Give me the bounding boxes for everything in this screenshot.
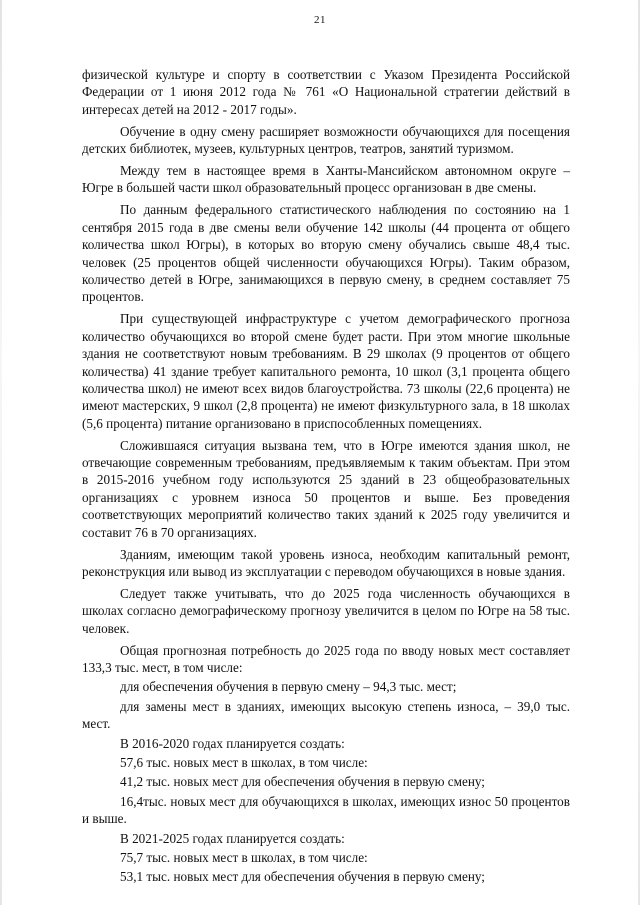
list-item: для обеспечения обучения в первую смену – 94,3 тыс. мест; bbox=[120, 679, 457, 695]
paragraph: В 2016-2020 годах планируется создать: bbox=[120, 735, 345, 751]
list-item: 41,2 тыс. новых мест для обеспечения обучения в первую смену; bbox=[120, 774, 485, 790]
document-body bbox=[82, 66, 570, 888]
scan-edge-left bbox=[0, 0, 2, 905]
list-item: для замены мест в зданиях, имеющих высокую степень износа, – 39,0 тыс. мест. bbox=[82, 698, 570, 732]
paragraph: Следует также учитывать, что до 2025 года численность обучающихся в школах согласно демографическому прогнозу увеличится в целом по Югре на 58 тыс. человек. bbox=[82, 585, 570, 636]
paragraph: При существующей инфраструктуре с учетом демографического прогноза количество обучающихся во второй смене будет расти. При этом многие школьные здания не соответствуют новым требованиям. В 29 школах (9 процентов от общего количества) 41 здание требует капитального ремонта, 10 школ (3,1 процента общего количества школ) не имеют всех видов благоустройства. 73 школы (22,6 процента) не имеют мастерских, 9 школ (2,8 процента) не имеют физкультурного зала, в 18 школах (5,6 процента) питание организовано в приспособленных помещениях. bbox=[82, 311, 570, 431]
paragraph: Сложившаяся ситуация вызвана тем, что в Югре имеются здания школ, не отвечающие современным требованиям, предъявляемым к таким объектам. При этом в 2015-2016 учебном году используются 25 зданий в 23 общеобразовательных организациях с уровнем износа 50 процентов и выше. Без проведения соответствующих мероприятий количество таких зданий к 2025 году увеличится и составит 76 в 70 организациях. bbox=[82, 437, 570, 540]
paragraph: По данным федерального статистического наблюдения по состоянию на 1 сентября 2015 года в две смены вели обучение 142 школы (44 процента от общего количества школ Югры), в которых во вторую смену обучались свыше 48,4 тыс. человек (25 процентов общей численности обучающихся Югры). Таким образом, количество детей в Югре, занимающихся в первую смену, в среднем составляет 75 процентов. bbox=[82, 202, 570, 305]
paragraph: Обучение в одну смену расширяет возможности обучающихся для посещения детских библиотек, музеев, культурных центров, театров, занятий туризмом. bbox=[82, 123, 570, 157]
list-item: 75,7 тыс. новых мест в школах, в том числе: bbox=[120, 850, 368, 866]
list-item: 53,1 тыс. новых мест для обеспечения обучения в первую смену; bbox=[120, 869, 485, 885]
paragraph-continuation: физической культуре и спорту в соответствии с Указом Президента Российской Федерации от 1 июня 2012 года № 761 «О Национальной стратегии действий в интересах детей на 2012 - 2017 годы». bbox=[82, 67, 570, 117]
list-item: 57,6 тыс. новых мест в школах, в том числе: bbox=[120, 755, 368, 771]
paragraph: В 2021-2025 годах планируется создать: bbox=[120, 830, 345, 846]
list-item: 16,4тыс. новых мест для обучающихся в школах, имеющих износ 50 процентов и выше. bbox=[82, 793, 570, 827]
page-number: 21 bbox=[314, 14, 326, 26]
paragraph: Зданиям, имеющим такой уровень износа, необходим капитальный ремонт, реконструкция или вывод из эксплуатации с переводом обучающихся в новые здания. bbox=[82, 546, 570, 579]
paragraph: Между тем в настоящее время в Ханты-Мансийском автономном округе – Югре в большей части школ образовательный процесс организован в две смены. bbox=[82, 163, 570, 196]
paragraph: Общая прогнозная потребность до 2025 года по вводу новых мест составляет 133,3 тыс. мест, в том числе: bbox=[82, 642, 570, 675]
